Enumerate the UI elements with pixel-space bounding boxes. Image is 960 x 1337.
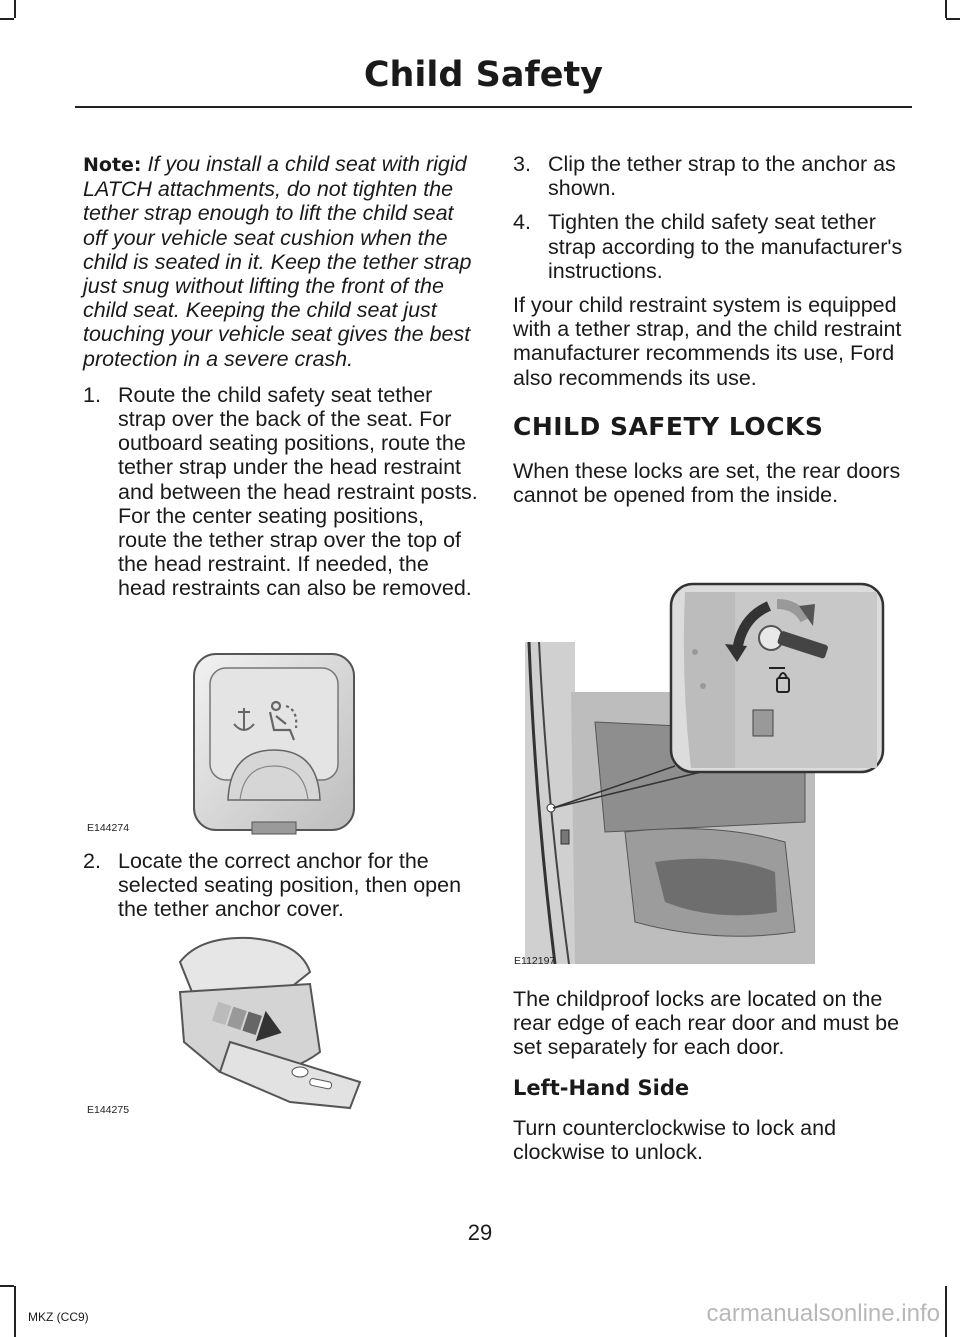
step-number: 4. xyxy=(513,210,531,235)
childproof-locks-location-paragraph: The childproof locks are located on the rear edge of each rear door and must be set separately for each door. xyxy=(513,987,900,1060)
tether-anchor-cover-open-illustration xyxy=(160,932,375,1112)
header-divider xyxy=(75,106,912,108)
step-1 xyxy=(83,383,478,601)
step-text: Route the child safety seat tether strap over the back of the seat. For outboard seating positions, route the tether strap under the head restraint and between the head restraint posts. For the center seating positions, route the tether strap over the top of the head restraint. If needed, the head restraints can also be removed. xyxy=(118,382,478,601)
left-column-step2 xyxy=(83,849,478,922)
figure-id: E144275 xyxy=(87,1104,130,1116)
step-3 xyxy=(513,152,911,200)
child-locks-intro-paragraph: When these locks are set, the rear doors cannot be opened from the inside. xyxy=(513,459,901,508)
tether-recommendation-paragraph: If your child restraint system is equipped with a tether strap, and the child restraint manufacturer recommends its use, Ford also recommends its use. xyxy=(513,293,902,390)
page-title: Child Safety xyxy=(363,55,603,95)
note-paragraph xyxy=(83,152,478,371)
page-number: 29 xyxy=(467,1220,493,1245)
step-2 xyxy=(83,849,478,922)
watermark: carmanualsonline.info xyxy=(706,1300,940,1327)
left-hand-side-instruction: Turn counterclockwise to lock and clockwise to unlock. xyxy=(513,1115,837,1165)
figure-id: E144274 xyxy=(87,822,130,834)
note-label: Note: xyxy=(83,154,142,176)
crop-mark xyxy=(946,18,960,20)
step-number: 3. xyxy=(513,152,531,176)
crop-mark xyxy=(945,0,947,18)
note-text: If you install a child seat with rigid LATCH attachments, do not tighten the tether strap enough to lift the child seat off your vehicle seat cushion when the child is seated in it. Keep the tether strap just snug without lifting the front of the child seat. Keeping the child seat just touching your vehicle seat gives the best protection in a severe crash. xyxy=(83,152,472,371)
step-number: 2. xyxy=(83,849,101,873)
left-column xyxy=(83,152,478,601)
crop-mark xyxy=(0,18,14,20)
subsection-heading: Left-Hand Side xyxy=(513,1075,690,1100)
step-number: 1. xyxy=(83,382,101,407)
section-heading: CHILD SAFETY LOCKS xyxy=(513,411,824,441)
tether-anchor-cover-closed-illustration xyxy=(190,650,360,836)
crop-mark xyxy=(0,1285,14,1287)
step-text: Tighten the child safety seat tether strap according to the manufacturer's instructions. xyxy=(548,210,903,283)
crop-mark xyxy=(14,1286,16,1337)
vehicle-model: MKZ (CC9) xyxy=(28,1310,89,1324)
step-text: Locate the correct anchor for the selected seating position, then open the tether anchor cover. xyxy=(118,849,462,922)
right-column-lower xyxy=(513,987,911,1164)
step-4 xyxy=(513,210,911,283)
crop-mark xyxy=(945,1286,947,1337)
step-text: Clip the tether strap to the anchor as shown. xyxy=(548,152,896,201)
figure-id: E112197 xyxy=(514,955,556,967)
child-safety-lock-illustration xyxy=(515,582,887,964)
right-column xyxy=(513,152,911,507)
crop-mark xyxy=(14,0,16,18)
